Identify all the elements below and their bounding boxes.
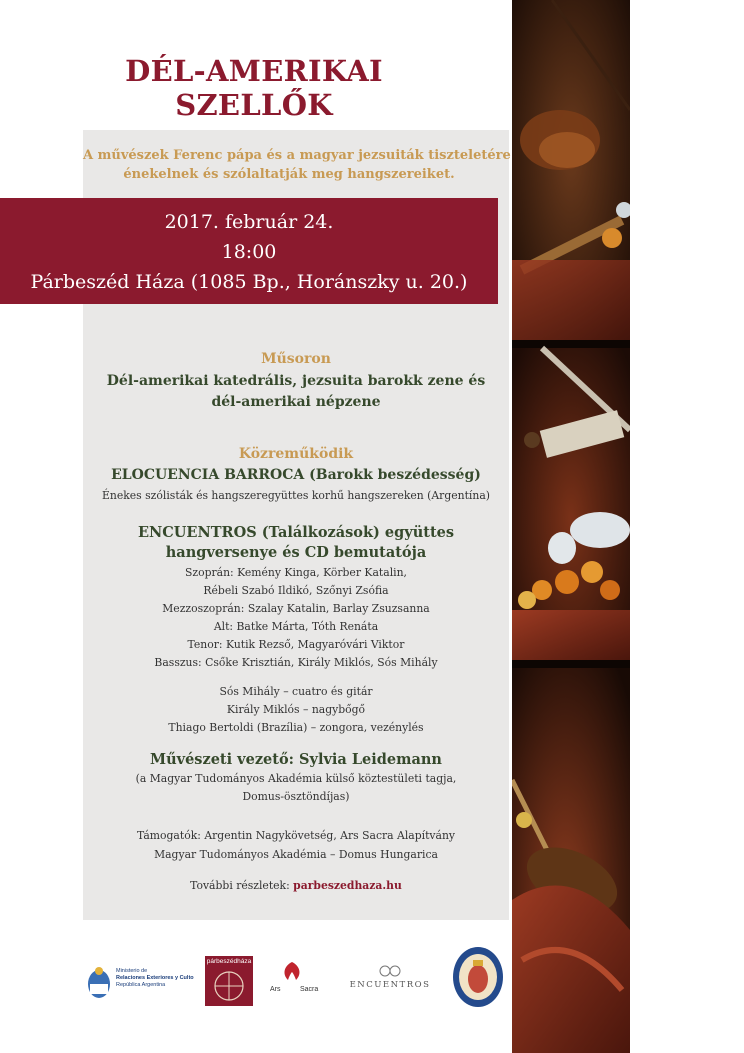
tagline-line-1: A művészek Ferenc pápa és a magyar jezsuiták tiszteletére [83,148,511,163]
ministry-text: República Argentina [116,982,166,988]
group2-line-2: hangversenye és CD bemutatója [165,544,427,561]
director-note-2: Domus-ösztöndíjas) [242,790,350,803]
sponsor-logos [0,940,510,1050]
event-venue: Párbeszéd Háza (1085 Bp., Horánszky u. 20.) [30,271,468,293]
program-heading: Műsoron [261,351,331,367]
ministry-text: Ministerio de [116,968,148,974]
parbeszed-logo-text: párbeszédháza [206,958,252,965]
encuentros-emblem-icon [375,964,405,978]
instrument-line: Thiago Bertoldi (Brazília) – zongora, vezénylés [168,721,424,734]
voice-line: Basszus: Csőke Krisztián, Király Miklós, Sós Mihály [154,656,438,669]
page-title: DÉL-AMERIKAI SZELLŐK [125,54,383,122]
more-info [83,879,509,892]
instrument-line: Király Miklós – nagybőgő [226,703,366,716]
tagline-line-2: énekelnek és szólaltatják meg hangszereiket. [123,167,455,182]
director-note-1: (a Magyar Tudományos Akadémia külső köztestületi tagja, [135,772,457,785]
still-life-painting [512,0,630,1053]
website-link[interactable]: parbeszedhaza.hu [293,879,402,892]
painting-image [512,0,630,1053]
participants-heading: Közreműködik [238,446,354,462]
supporters-line-1: Támogatók: Argentin Nagykövetség, Ars Sacra Alapítvány [136,829,456,842]
event-date: 2017. február 24. [164,211,334,233]
more-info-label: További részletek: [190,879,290,892]
angel-icon [280,960,304,984]
voice-line: Tenor: Kutik Rezső, Magyaróvári Viktor [187,638,405,651]
voice-line: Szoprán: Kemény Kinga, Körber Katalin, [185,566,407,579]
argentina-crest-icon [86,966,112,1000]
academy-seal [452,946,504,1008]
group2-line-1: ENCUENTROS (Találkozások) együttes [137,524,455,541]
encuentros-text: ENCUENTROS [349,980,431,990]
parbeszed-logo [205,956,253,1006]
academy-seal-icon [452,946,504,1008]
voice-line: Rébeli Szabó Ildikó, Szőnyi Zsófia [203,584,389,597]
group1-name: ELOCUENCIA BARROCA (Barokk beszédesség) [111,467,481,483]
program-line-2: dél-amerikai népzene [211,394,381,410]
parbeszed-emblem-icon [205,966,253,1006]
tagline [83,146,511,184]
supporters-line-2: Magyar Tudományos Akadémia – Domus Hungarica [154,848,438,861]
voice-line: Mezzoszoprán: Szalay Katalin, Barlay Zsuzsanna [162,602,430,615]
ministry-text: Relaciones Exteriores y Culto [116,975,194,981]
arssacra-logo [270,960,330,1000]
event-time: 18:00 [221,241,277,263]
voice-line: Alt: Batke Márta, Tóth Renáta [213,620,379,633]
group1-description: Énekes szólisták és hangszeregyüttes korhű hangszereken (Argentína) [102,489,490,502]
arssacra-text-1: Ars [270,986,281,993]
instrument-line: Sós Mihály – cuatro és gitár [219,685,373,698]
event-band [0,198,498,304]
director-name: Művészeti vezető: Sylvia Leidemann [150,751,442,768]
encuentros-logo [342,964,438,994]
ministry-logo [86,960,196,1010]
arssacra-text-2: Sacra [300,986,319,993]
program-line-1: Dél-amerikai katedrális, jezsuita barokk zene és [106,373,486,389]
